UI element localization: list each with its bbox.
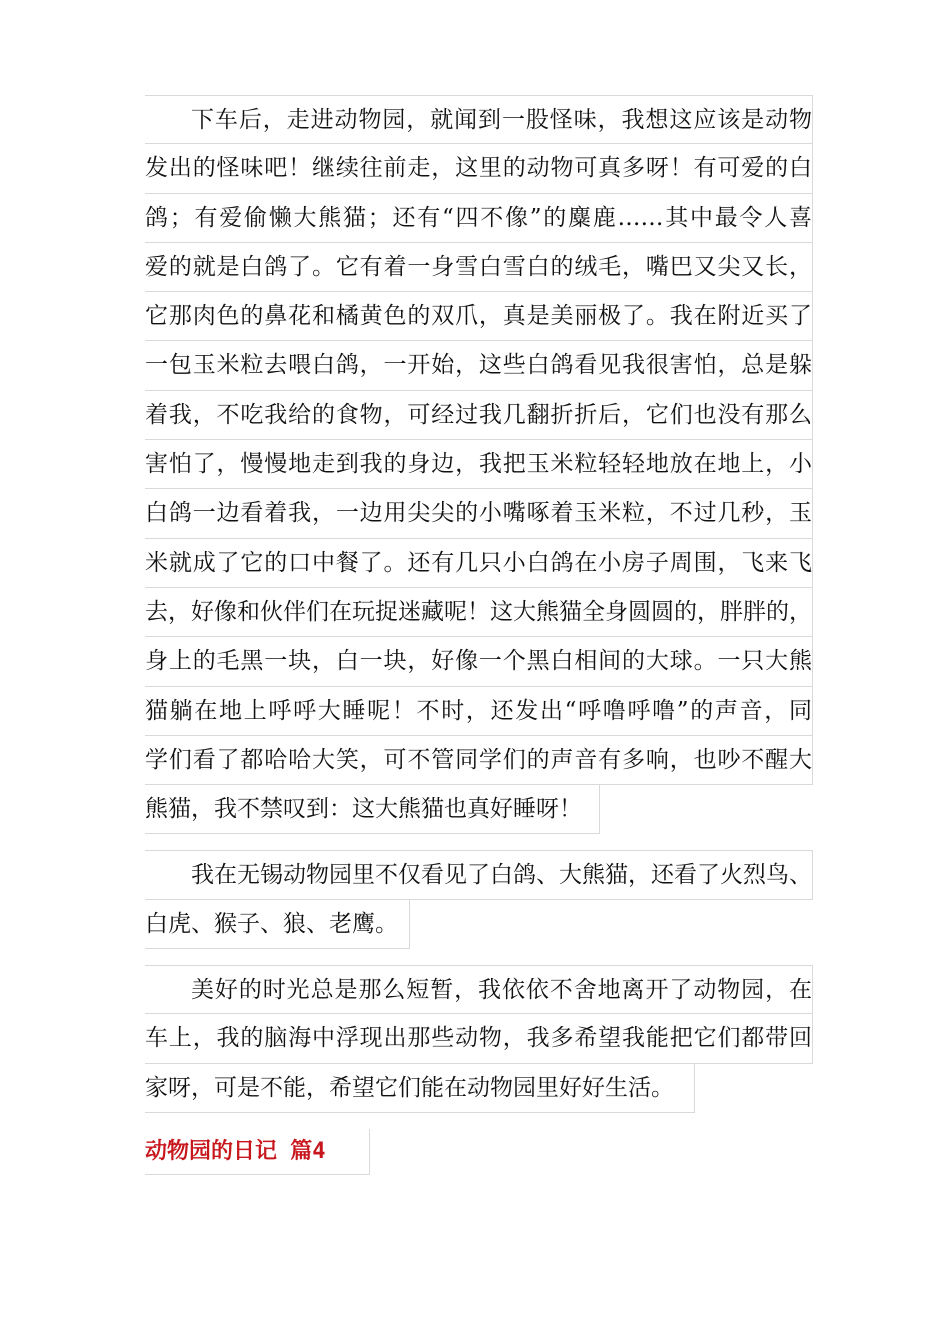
paragraph-spacer [145, 1113, 815, 1129]
text-line: 它那肉色的鼻花和橘黄色的双爪，真是美丽极了。我在附近买了 [145, 292, 813, 341]
paragraph-1 [145, 95, 815, 834]
text-line: 车上，我的脑海中浮现出那些动物，我多希望我能把它们都带回 [145, 1014, 813, 1063]
text-line: 家呀，可是不能，希望它们能在动物园里好好生活。 [145, 1064, 695, 1113]
text-line: 鸽；有爱偷懒大熊猫；还有“四不像”的麋鹿……其中最令人喜 [145, 194, 813, 243]
paragraph-2 [145, 850, 815, 949]
paragraph-spacer [145, 949, 815, 965]
text-line: 害怕了，慢慢地走到我的身边，我把玉米粒轻轻地放在地上，小 [145, 440, 813, 489]
text-line: 猫躺在地上呼呼大睡呢！不时，还发出“呼噜呼噜”的声音，同 [145, 687, 813, 736]
text-line: 去，好像和伙伴们在玩捉迷藏呢！这大熊猫全身圆圆的，胖胖的， [145, 588, 813, 637]
text-line: 我在无锡动物园里不仅看见了白鸽、大熊猫，还看了火烈鸟、 [145, 850, 813, 899]
text-line: 爱的就是白鸽了。它有着一身雪白雪白的绒毛，嘴巴又尖又长， [145, 243, 813, 292]
text-line: 熊猫，我不禁叹到：这大熊猫也真好睡呀！ [145, 785, 600, 834]
text-line: 着我，不吃我给的食物，可经过我几翻折折后，它们也没有那么 [145, 391, 813, 440]
text-line: 下车后，走进动物园，就闻到一股怪味，我想这应该是动物 [145, 95, 813, 144]
text-line: 白鸽一边看着我，一边用尖尖的小嘴啄着玉米粒，不过几秒，玉 [145, 489, 813, 538]
text-line: 白虎、猴子、狼、老鹰。 [145, 900, 410, 949]
text-line: 美好的时光总是那么短暂，我依依不舍地离开了动物园，在 [145, 965, 813, 1014]
text-line: 身上的毛黑一块，白一块，好像一个黑白相间的大球。一只大熊 [145, 637, 813, 686]
text-line: 发出的怪味吧！继续往前走，这里的动物可真多呀！有可爱的白 [145, 144, 813, 193]
document-body [145, 95, 815, 1175]
section-heading: 动物园的日记 篇4 [145, 1129, 370, 1175]
paragraph-spacer [145, 834, 815, 850]
text-line: 学们看了都哈哈大笑，可不管同学们的声音有多响，也吵不醒大 [145, 736, 813, 785]
paragraph-3 [145, 965, 815, 1113]
text-line: 米就成了它的口中餐了。还有几只小白鸽在小房子周围，飞来飞 [145, 539, 813, 588]
text-line: 一包玉米粒去喂白鸽，一开始，这些白鸽看见我很害怕，总是躲 [145, 341, 813, 390]
